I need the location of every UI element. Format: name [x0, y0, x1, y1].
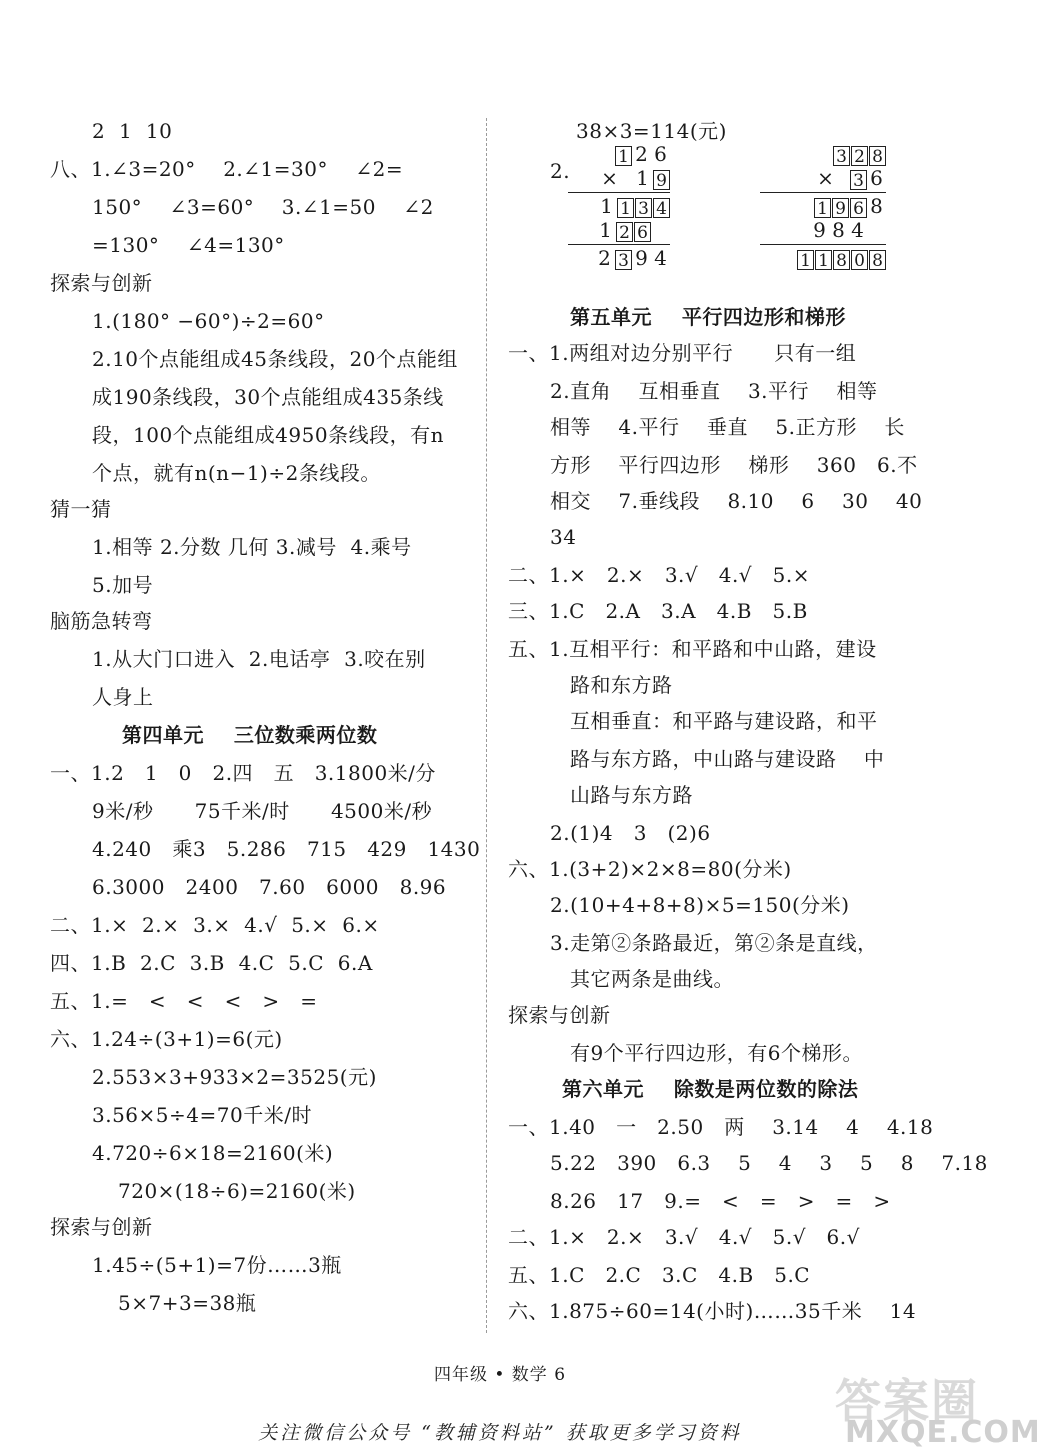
boxed-digit: 3	[833, 146, 850, 166]
text-line: 山路与东方路	[570, 783, 693, 807]
section-heading: 探索与创新	[50, 1215, 153, 1239]
multiplication-row	[614, 142, 670, 166]
boxed-digit: 1	[797, 250, 814, 270]
text-line: 一、1.40 一 2.50 两 3.14 4 4.18	[508, 1115, 934, 1139]
text-line: 六、1.24÷(3+1)=6(元)	[50, 1027, 283, 1051]
text-line: 2.553×3+933×2=3525(元)	[92, 1065, 377, 1089]
text-line: 4.720÷6×18=2160(米)	[92, 1141, 334, 1165]
boxed-digit: 8	[833, 250, 850, 270]
multiplication-row	[816, 166, 886, 190]
text-line: 四、1.B 2.C 3.B 4.C 5.C 6.A	[50, 951, 373, 975]
digit: 8	[870, 194, 883, 218]
boxed-digit: 8	[869, 146, 886, 166]
boxed-digit: 1	[617, 198, 634, 218]
boxed-digit: 2	[616, 222, 633, 242]
digit: 4	[654, 246, 667, 270]
boxed-digit: 3	[850, 170, 867, 190]
watermark-url: MXQE.COM	[845, 1415, 1041, 1450]
text-line: 有9个平行四边形，有6个梯形。	[570, 1041, 863, 1065]
text-line: 五、1.互相平行：和平路和中山路，建设	[508, 637, 877, 661]
text-line: 六、1.(3+2)×2×8=80(分米)	[508, 857, 792, 881]
digit: 9	[635, 246, 648, 270]
text-line: 人身上	[92, 685, 154, 709]
multiplication-row	[600, 166, 670, 190]
digit: 1	[636, 166, 649, 190]
multiplication-row	[810, 218, 867, 242]
text-line: 相等 4.平行 垂直 5.正方形 长	[550, 415, 905, 439]
text-line: 1.相等 2.分数 几何 3.减号 4.乘号	[92, 535, 412, 559]
text-line: 2.(10+4+8+8)×5=150(分米)	[550, 893, 850, 917]
bottom-banner: 关注微信公众号 “教辅资料站” 获取更多学习资料	[258, 1422, 742, 1444]
text-line: 3.56×5÷4=70千米/时	[92, 1103, 312, 1127]
calculation-rule-line	[568, 192, 670, 193]
text-line: 150° ∠3=60° 3.∠1=50 ∠2	[92, 195, 434, 219]
boxed-digit: 1	[814, 198, 831, 218]
text-line: 二、1.× 2.× 3.× 4.√ 5.× 6.×	[50, 913, 380, 937]
boxed-digit: 8	[869, 250, 886, 270]
text-line: 5.22 390 6.3 5 4 3 5 8 7.18	[550, 1151, 988, 1175]
text-line: 4.240 乘3 5.286 715 429 1430	[92, 837, 481, 861]
boxed-digit: 9	[653, 170, 670, 190]
vertical-multiplication-2	[770, 142, 886, 271]
text-line: 六、1.875÷60=14(小时)……35千米 14	[508, 1299, 917, 1323]
digit: 9	[813, 218, 826, 242]
column-divider	[486, 118, 487, 1333]
operator-sign: ×	[817, 166, 834, 190]
boxed-digit: 9	[832, 198, 849, 218]
boxed-digit: 1	[615, 146, 632, 166]
text-line: 五、1.C 2.C 3.C 4.B 5.C	[508, 1263, 811, 1287]
unit-title: 第四单元 三位数乘两位数	[122, 723, 378, 747]
text-line: 1.45÷(5+1)=7份……3瓶	[92, 1253, 342, 1277]
boxed-digit: 6	[850, 198, 867, 218]
digit: 4	[851, 218, 864, 242]
text-line: 8.26 17 9.= < = > = >	[550, 1189, 891, 1213]
text-line: 路和东方路	[570, 673, 673, 697]
text-line: 2 1 10	[92, 119, 173, 143]
text-line: 二、1.× 2.× 3.√ 4.√ 5.√ 6.√	[508, 1225, 860, 1249]
multiplication-row	[595, 246, 670, 270]
watermark-title: 答案圈	[835, 1374, 979, 1428]
vertical-multiplication-1	[578, 142, 670, 271]
text-line: 个点，就有n(n−1)÷2条线段。	[92, 461, 381, 485]
boxed-digit: 3	[615, 250, 632, 270]
digit: 1	[600, 194, 613, 218]
calculation-rule-line	[760, 192, 886, 193]
text-line: 2.(1)4 3 (2)6	[550, 821, 711, 845]
text-line: 路与东方路，中山路与建设路 中	[570, 747, 885, 771]
multiplication-row	[596, 218, 651, 242]
text-line: 2.10个点能组成45条线段，20个点能组	[92, 347, 458, 371]
boxed-digit: 1	[815, 250, 832, 270]
unit-title: 第五单元 平行四边形和梯形	[570, 305, 846, 329]
calculation-rule-line	[568, 244, 670, 245]
calculation-rule-line	[760, 244, 886, 245]
digit: 1	[599, 218, 612, 242]
text-line: 34	[550, 525, 577, 549]
boxed-digit: 0	[851, 250, 868, 270]
unit-title: 第六单元 除数是两位数的除法	[562, 1077, 859, 1101]
boxed-digit: 6	[634, 222, 651, 242]
section-heading: 探索与创新	[508, 1003, 611, 1027]
text-line: 1.(180° −60°)÷2=60°	[92, 309, 325, 333]
text-line: 2.直角 互相垂直 3.平行 相等	[550, 379, 878, 403]
text-line: 3.走第②条路最近，第②条是直线，	[550, 931, 878, 955]
text-line: 38×3=114(元)	[576, 119, 727, 143]
multiplication-row	[813, 194, 886, 218]
digit: 8	[832, 218, 845, 242]
text-line: 5×7+3=38瓶	[118, 1291, 257, 1315]
text-line: 方形 平行四边形 梯形 360 6.不	[550, 453, 918, 477]
text-line: 一、1.两组对边分别平行 只有一组	[508, 341, 857, 365]
text-line: 720×(18÷6)=2160(米)	[118, 1179, 356, 1203]
digit: 2	[598, 246, 611, 270]
text-line: 八、1.∠3=20° 2.∠1=30° ∠2=	[50, 157, 404, 181]
text-line: 五、1.= < < < > =	[50, 989, 318, 1013]
text-line: =130° ∠4=130°	[92, 233, 285, 257]
text-line: 三、1.C 2.A 3.A 4.B 5.B	[508, 599, 808, 623]
text-line: 5.加号	[92, 573, 154, 597]
text-line: 6.3000 2400 7.60 6000 8.96	[92, 875, 447, 899]
text-line: 9米/秒 75千米/时 4500米/秒	[92, 799, 433, 823]
text-line: 一、1.2 1 0 2.四 五 3.1800米/分	[50, 761, 436, 785]
text-line: 二、1.× 2.× 3.√ 4.√ 5.×	[508, 563, 810, 587]
digit: 2	[635, 142, 648, 166]
problem-number: 2.	[550, 159, 571, 183]
text-line: 互相垂直：和平路与建设路，和平	[570, 709, 878, 733]
digit: 6	[654, 142, 667, 166]
text-line: 段，100个点能组成4950条线段，有n	[92, 423, 444, 447]
text-line: 相交 7.垂线段 8.10 6 30 40	[550, 489, 923, 513]
multiplication-row	[832, 142, 886, 166]
section-heading: 猜一猜	[50, 497, 112, 521]
operator-sign: ×	[601, 166, 618, 190]
page-footer: 四年级 • 数学 6	[433, 1365, 567, 1385]
text-line: 成190条线段，30个点能组成435条线	[92, 385, 444, 409]
multiplication-row	[597, 194, 670, 218]
text-line: 其它两条是曲线。	[570, 967, 734, 991]
digit: 6	[870, 166, 883, 190]
boxed-digit: 2	[851, 146, 868, 166]
section-heading: 探索与创新	[50, 271, 153, 295]
text-line: 1.从大门口进入 2.电话亭 3.咬在别	[92, 647, 426, 671]
boxed-digit: 3	[635, 198, 652, 218]
multiplication-row	[796, 246, 886, 270]
boxed-digit: 4	[653, 198, 670, 218]
section-heading: 脑筋急转弯	[50, 609, 153, 633]
